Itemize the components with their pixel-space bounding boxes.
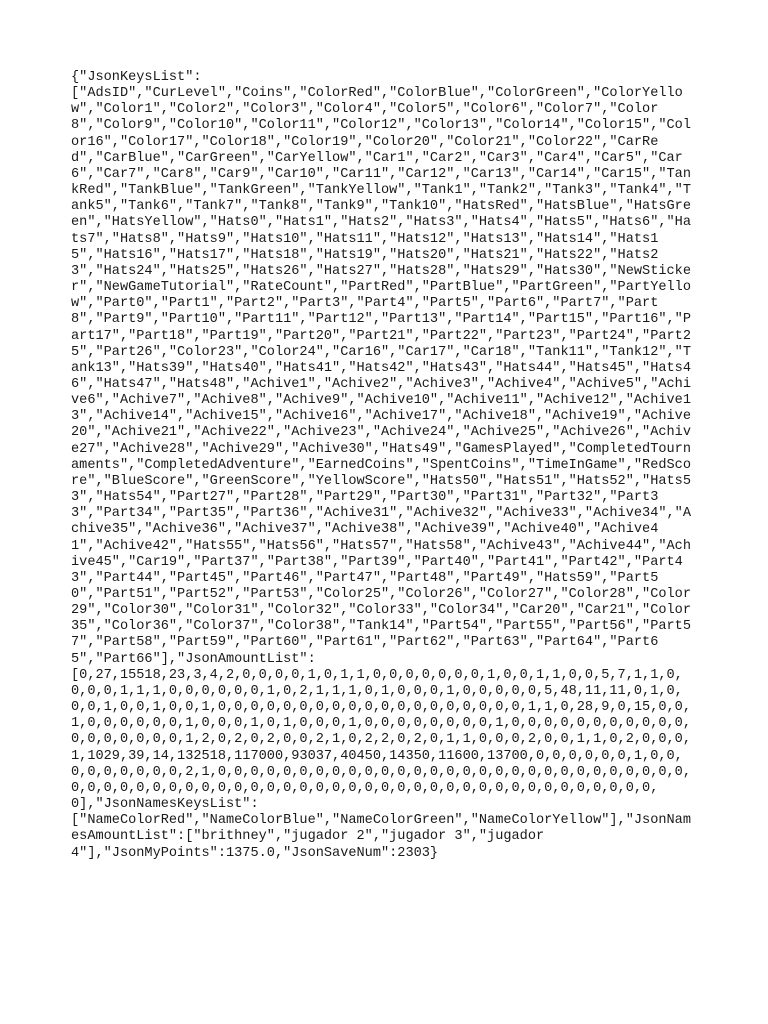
json-document-text: {"JsonKeysList": ["AdsID","CurLevel","Coins","ColorRed","ColorBlue","ColorGreen","ColorYellow","Color1","Color2","Color3","Color4","Color5","Color6","Color7","Color8","Color9","Color10","Color11","Color12","Color13","Color14","Color15","Color16","Color17","Color18","Color19","Color20","Color21","Color22","CarRed","CarBlue","CarGreen","CarYellow","Car1","Car2","Car3","Car4","Car5","Car6","Car7","Car8","Car9","Car10","Car11","Car12","Car13","Car14","Car15","TankRed","TankBlue","TankGreen","TankYellow","Tank1","Tank2","Tank3","Tank4","Tank5","Tank6","Tank7","Tank8","Tank9","Tank10","HatsRed","HatsBlue","HatsGreen","HatsYellow","Hats0","Hats1","Hats2","Hats3","Hats4","Hats5","Hats6","Hats7","Hats8","Hats9","Hats10","Hats11","Hats12","Hats13","Hats14","Hats15","Hats16","Hats17","Hats18","Hats19","Hats20","Hats21","Hats22","Hats23","Hats24","Hats25","Hats26","Hats27","Hats28","Hats29","Hats30","NewSticker","NewGameTutorial","RateCount","PartRed","PartBlue","PartGreen","PartYellow","Part0","Part1","Part2","Part3","Part4","Part5","Part6","Part7","Part8","Part9","Part10","Part11","Part12","Part13","Part14","Part15","Part16","Part17","Part18","Part19","Part20","Part21","Part22","Part23","Part24","Part25","Part26","Color23","Color24","Car16","Car17","Car18","Tank11","Tank12","Tank13","Hats39","Hats40","Hats41","Hats42","Hats43","Hats44","Hats45","Hats46","Hats47","Hats48","Achive1","Achive2","Achive3","Achive4","Achive5","Achive6","Achive7","Achive8","Achive9","Achive10","Achive11","Achive12","Achive13","Achive14","Achive15","Achive16","Achive17","Achive18","Achive19","Achive20","Achive21","Achive22","Achive23","Achive24","Achive25","Achive26","Achive27","Achive28","Achive29","Achive30","Hats49","GamesPlayed","CompletedTournaments","CompletedAdventure","EarnedCoins","SpentCoins","TimeInGame","RedScore","BlueScore","GreenScore","YellowScore","Hats50","Hats51","Hats52","Hats53","Hats54","Part27","Part28","Part29","Part30","Part31","Part32","Part33","Part34","Part35","Part36","Achive31","Achive32","Achive33","Achive34","Achive35","Achive36","Achive37","Achive38","Achive39","Achive40","Achive41","Achive42","Hats55","Hats56","Hats57","Hats58","Achive43","Achive44","Achive45","Car19","Part37","Part38","Part39","Part40","Part41","Part42","Part43","Part44","Part45","Part46","Part47","Part48","Part49","Hats59","Part50","Part51","Part52","Part53","Color25","Color26","Color27","Color28","Color29","Color30","Color31","Color32","Color33","Color34","Car20","Car21","Color35","Color36","Color37","Color38","Tank14","Part54","Part55","Part56","Part57","Part58","Part59","Part60","Part61","Part62","Part63","Part64","Part65","Part66"],"JsonAmountList": [0,27,15518,23,3,4,2,0,0,0,0,1,0,1,1,0,0,0,0,0,0,0,1,0,0,1,1,0,0,5,7,1,1,0,0,0,0,1,1,1,0,0,0,0,0,0,1,0,2,1,1,1,0,1,0,0,0,1,0,0,0,0,0,5,48,11,11,0,1,0,0,0,1,0,0,1,0,0,1,0,0,0,0,0,0,0,0,0,0,0,0,0,0,0,0,0,0,0,1,1,0,28,9,0,15,0,0,1,0,0,0,0,0,0,1,0,0,0,1,0,1,0,0,0,1,0,0,0,0,0,0,0,0,1,0,0,0,0,0,0,0,0,0,0,0,0,0,0,0,0,0,0,1,2,0,2,0,2,0,0,2,1,0,2,2,0,2,0,1,1,0,0,0,2,0,0,1,1,0,2,0,0,0,1,1029,39,14,132518,117000,93037,40450,14350,11600,13700,0,0,0,0,0,0,1,0,0,0,0,0,0,0,0,0,2,1,0,0,0,0,0,0,0,0,0,0,0,0,0,0,0,0,0,0,0,0,0,0,0,0,0,0,0,0,0,0,0,0,0,0,0,0,0,0,0,0,0,0,0,0,0,0,0,0,0,0,0,0,0,0,0,0,0,0,0,0,0,0,0,0,0,0],"JsonNamesKeysList": ["NameColorRed","NameColorBlue","NameColorGreen","NameColorYellow"],"JsonNamesAmountList":["brithney","jugador 2","jugador 3","jugador 4"],"JsonMyPoints":1375.0,"JsonSaveNum":2303}: [71, 70, 691, 861]
